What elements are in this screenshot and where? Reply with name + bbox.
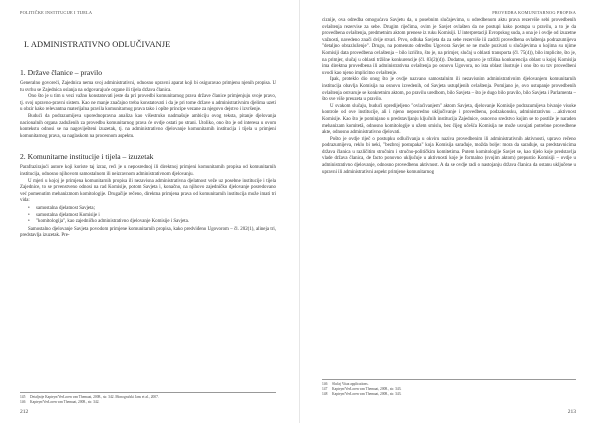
footnote-text: Kapteyn/VerLoren van Themaat, 2008., str. 343. [332, 387, 402, 391]
footnote-number: 145 [20, 395, 26, 399]
paragraph: U mjeri u kojoj je primjena komunitarnih propisa ili nezavisna administrativna djelatnost veže uz posebne institucije i tijela Zajednice, to se prvenstveno odnosi na rad Komisije, potom Savjeta i, konačno, na njihovo zajedničko djelovanje posredovano već pomenutim mehanizmom komitologije. Drugačije rečeno, direktna primjena prava od komunitarnih institucija može imati tri vida: [20, 178, 276, 204]
paragraph: Samostalno djelovanje Savjeta povodom primjene komunitarnih propisa, kako predviđeno Ugovorom – čl. 202(1), alineja tri, predstavlja izuzetak. Pre- [20, 226, 276, 239]
section-heading: 1. Države članice – pravilo [20, 68, 103, 77]
running-head: PROVEDBA KOMUNITARNOG PROPISA [492, 10, 576, 15]
chapter-title: I. ADMINISTRATIVNO ODLUČIVANJE [24, 40, 171, 49]
footnote [20, 400, 276, 405]
footnote-text: Detaljnije Kapteyn/VerLoren van Themaat, 2008., str. 342. Monografski Jans et al., 2007. [30, 395, 159, 399]
bullet-list [28, 206, 276, 226]
footnotes [20, 392, 276, 405]
footnote-number: 146 [20, 400, 26, 404]
list-item: • "komitologija", kao zajedničko administrativno djelovanje Komisije i Savjeta. [28, 219, 276, 226]
running-head: POLITIČKE INSTITUCIJE I TIJELA [20, 10, 93, 15]
footnote-text: Kapteyn/VerLoren van Themaat, 2008., str. 343. [332, 392, 402, 396]
footnotes [322, 379, 576, 397]
footnote-number: 147 [322, 387, 328, 391]
paragraph: Pošto je ovdje riječ o postupku odlučivanja u okviru naziva provedbenim ili administrativnih aktivnosti, upravo rečeno podrazumijeva, reklo bi neki, "bezbroj postupaka" koja Komisija sarađuje, možda bolje: mora da sarađuje, sa predstavnicima država članica u različitim stručnim i stručno-političkim komitetima. Putem komitologije Savjet se, kao tijelo koje predstavlja vlade država članica, de facto ponovno uključuje u aktivnosti koje je formalno (svojim aktom) prepustio Komisiji – ovdje u administrativno djelovanje, odnosno provedbenu aktivnost. A da se ovdje radi o nastojanju država članica da ostanu uključene u upravni ili administrativni aspekt primjene komunitarnog [322, 136, 576, 175]
footnote-number: 148 [322, 392, 328, 396]
list-item: • samostalna djelatnost Komisije i [28, 213, 276, 220]
right-page [300, 0, 600, 423]
paragraph: Parafrazirajući autore koji koriste taj izraz, reći je u neposrednoj ili direktnoj primjeni komunitarnih propisa od komunitarnih institucija, odnosno njihovom samostalnom ili neizravnom administrativnom djelovanju. [20, 165, 276, 177]
footnote-text: Kapteyn/VerLoren van Themaat, 2008., str. 342. [30, 400, 100, 404]
section-heading: 2. Komunitarne institucije i tijela – izuzetak [20, 152, 154, 162]
paragraph: U svakom slučaju, budući opredijeljeno "ovlaćivanjem" aktom Savjeta, djelovanje Komisije podrazumijeva bivanje visoke kontrole od ove institucije, ali i njeno neposredno uključivanje i provedbenu, podzakonsku, administrativnu …aktivnost Komisije. Kao što je pominjano u predstavljanju ključnih institucija Zajednice, osnovno sredstvo kojim se to postiže je naraden mehanizam komitetā, odnosno komitologije u užem smislu, bez čijeg učešća Komisija ne može usvajati potrebne provedbene akte, odnosno administrativno djelovati. [322, 103, 576, 136]
paragraph: Ipak, proteklo dio onog što je ovdje nazvano samostalnim ili nezavisnim administrativnim djelovanjem komunitarnih institucija obavlja Komisija na osnovu izvedenih, od Savjeta ustupljenih ovlaštenja. Pomiјano je, ovo ustupanje provedbenih ovlaštenja ostvaruje se konkretnim aktom, po pravilu uredbom, bilo Savjeta – što je dugo bilo pravilo, bilo Savjeta i Parlamenta – što sve više preuzeta u pravilo. [322, 77, 576, 103]
page-body [20, 40, 276, 240]
footnote-number: 146 [322, 382, 328, 386]
page-body [322, 18, 576, 176]
page-number: 212 [20, 409, 29, 415]
footnote-text: Slučaj Vitaa applications. [332, 382, 369, 386]
footnote [322, 392, 576, 397]
list-item: • samostalna djelatnost Savjeta; [28, 206, 276, 213]
page-number: 213 [567, 409, 576, 415]
paragraph: Ono što je u tim u vezi važno konstatovati jeste da pri provedbi komunitarnog prava države članice primjenjuju svoje pravo, tj. svoj upravno-pravni sistem. Kao ne manje značajno treba konstatovati i da je pri tome države u administrativnim djelima uzeti u obzir kako relevantna materijalna pravila komunitarnog prava tako i opšte principe vezane za njegovo dejstvo i izvršenje. [20, 94, 276, 113]
paragraph: cizniјe, ova odredba omogućava Savjetu da, u posebnim slučajevima, u odredbenom aktu prava rezerviše sebi provedbenih ovlaštenja rezervise za sebe. Drugim riječima, ovim je Savjet ovlašten da ne postupi kako postupa u pravilu, a to je da provedbena ovlaštenja, predmetnim aktom prenese iz ruku Komisiji. U interpretaciji Evropskog suda, a ona je i ovdje od izuzetne važnosti, navedeno znači dvije stvari. Prvo, odluka Savjeta da za sebe rezerviše iii zadrži provedbena ovlaštenja podrazumijeva "detaljno obrazloženje". Drugo, na pomenuto odredbu Ugovora Savjet se ne može pozivati u slučajevima u kojima su njime Komisiji data provedbena ovlaštenja – bilo izričito, što je, na primjer, slučaj u oblasti transporta (čl. 75(4)), bilo implicite, što je, na primjer, slučaj u oblasti tržišne konkurencije (čl. 83(2)(d)). Dodatno, upravo je tržišna konkurencija oblast u kojoj Komisija ima direktna provedbena ili administrativna ovlaštenja po osnovu Ugovora, no ista oblast ilustruje i ono što su tzv provedbeni uvodi kao njeno implicitno ovlaštenje. [322, 18, 576, 76]
paragraph: Budući da podrazumijeva uporednopravna analiza kao višestruko nadmašuje ambiciju ovog teksta, pitanje djelovanja nacionalnih organa zaduženih za provedbu komunitarnog prava će ovdje ostati po strani. Utoliko, ono što je od interesa u ovom kontekstu odnosi se na nagoviješteni izuzetak, tj. na administrativno djelovanje komunitarnih institucija i tijela u primjeni komunitarnog prava, sa naglaskom na procesnom aspektu. [20, 113, 276, 139]
paragraph: Generalno govoreći, Zajednica nema svoj administrativni, odnosno upravni aparat koji bi osiguravao primjenu njenih propisa. U tu svrhu se Zajednica oslanja na odgovarajuće organe ili tijela država članica. [20, 81, 276, 93]
